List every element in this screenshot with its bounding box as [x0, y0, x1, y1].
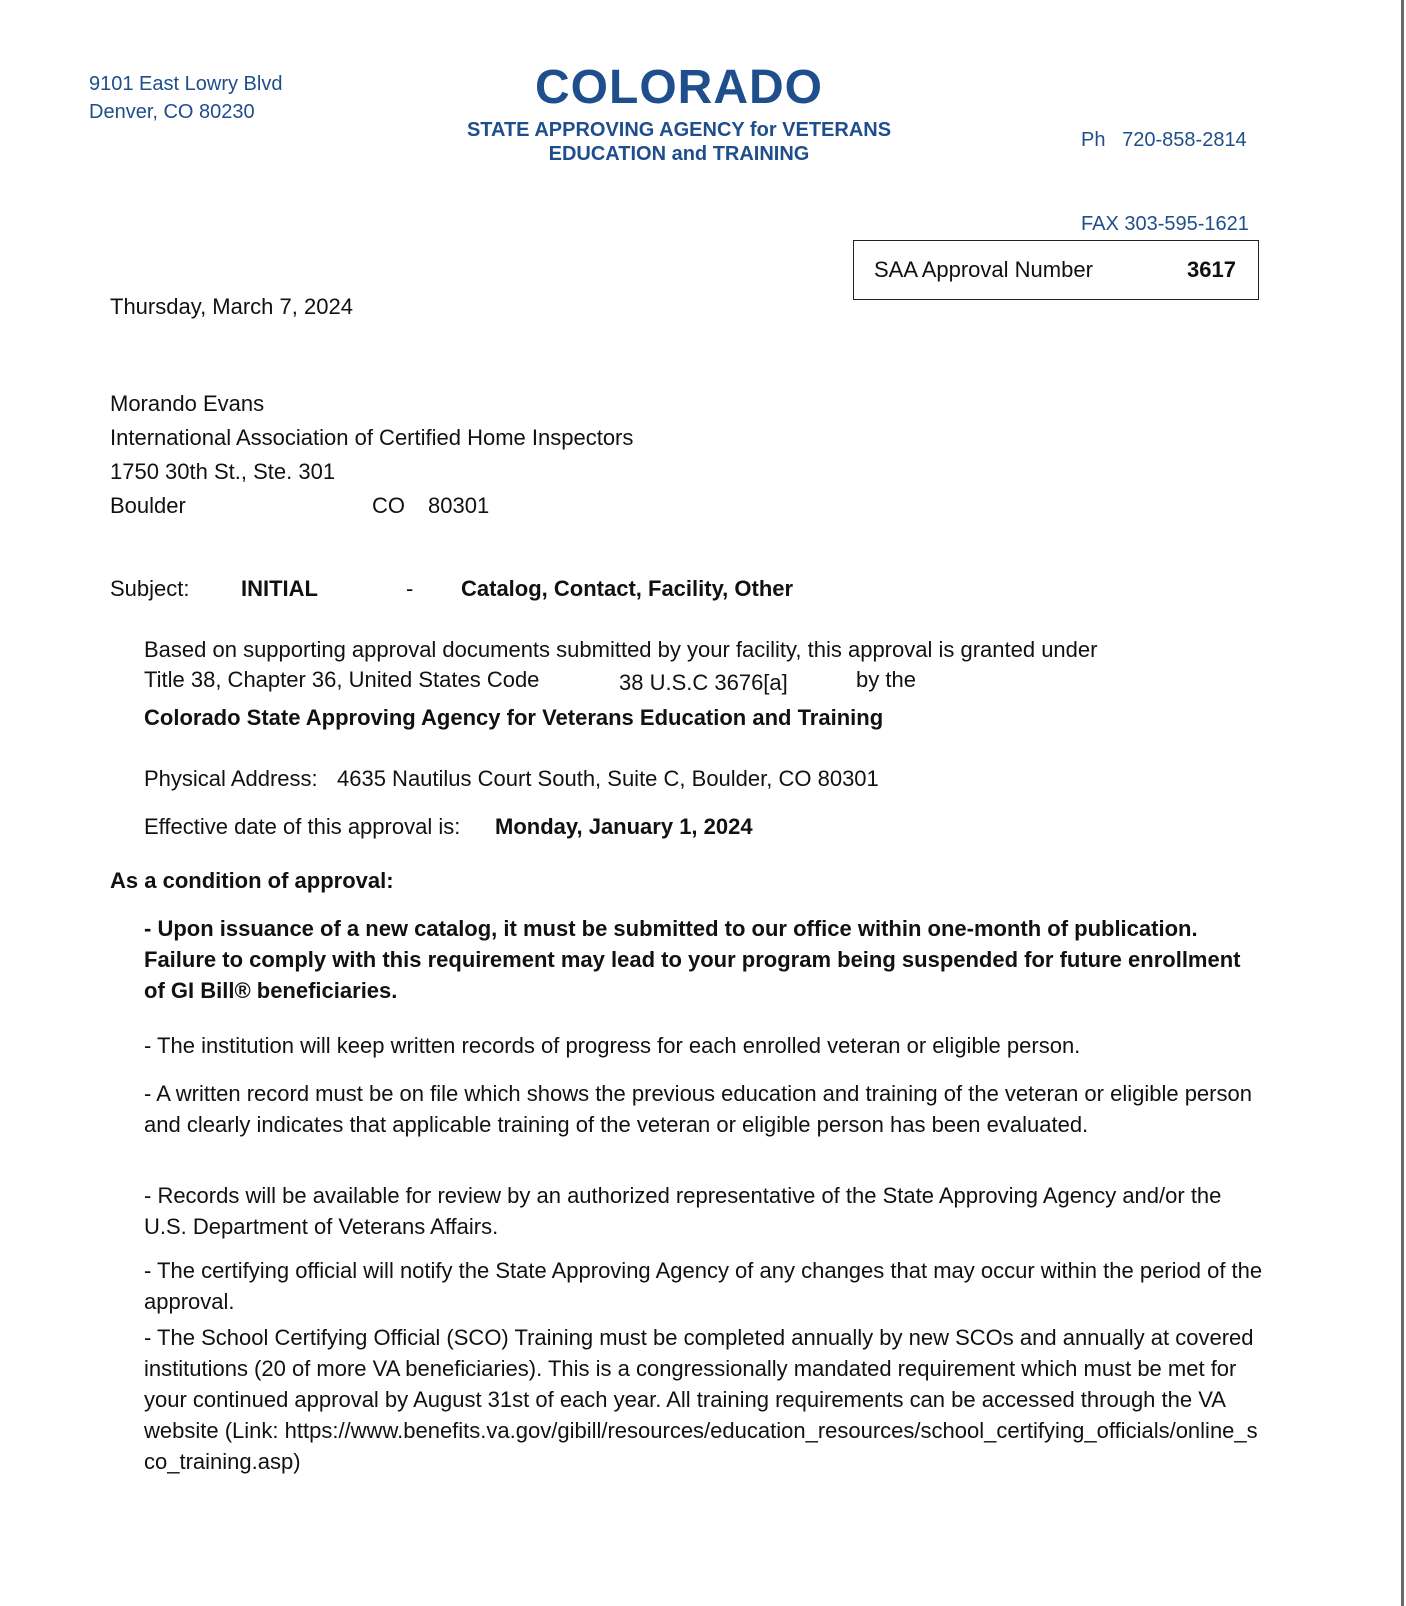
approval-intro-by-the: by the	[856, 667, 916, 692]
condition-sco-training	[144, 1322, 1264, 1477]
subject-items: Catalog, Contact, Facility, Other	[461, 576, 794, 601]
condition-catalog-requirement: - Upon issuance of a new catalog, it must be submitted to our office within one-month of publication. Failure to comply with this requirement may lead to your program being suspended for future enrollment of GI Bill® beneficiaries.	[144, 916, 1241, 1003]
effective-date-value: Monday, January 1, 2024	[495, 814, 753, 839]
effective-date-label: Effective date of this approval is:	[144, 814, 461, 839]
approval-intro-usc: 38 U.S.C 3676[a]	[619, 670, 788, 695]
physical-address-label: Physical Address:	[144, 766, 318, 791]
condition-item: - Records will be available for review by an authorized representative of the State Approving Agency and/or the U.S. Department of Veterans Affairs.	[144, 1183, 1222, 1239]
subject-dash: -	[406, 576, 414, 601]
phone-number: Ph 720-858-2814	[1081, 129, 1247, 151]
letterhead-subtitle-line-2: EDUCATION and TRAINING	[548, 143, 810, 165]
subject-type: INITIAL	[241, 576, 318, 601]
sco-training-link[interactable]: https://www.benefits.va.gov/gibill/resources/education_resources/school_certifying_officials/online_sco_training.asp)	[144, 1418, 1258, 1474]
approval-intro-line-1: Based on supporting approval documents submitted by your facility, this approval is granted under	[144, 637, 1098, 662]
recipient-city: Boulder	[110, 493, 186, 518]
recipient-city-line	[110, 489, 633, 523]
page-edge	[1401, 0, 1404, 1606]
recipient-organization: International Association of Certified Home Inspectors	[110, 425, 634, 450]
recipient-zip: 80301	[428, 493, 490, 518]
address-line-2: Denver, CO 80230	[89, 101, 255, 123]
approval-number-box	[853, 240, 1259, 300]
address-line-1: 9101 East Lowry Blvd	[89, 73, 283, 95]
sco-training-text: - The School Certifying Official (SCO) Training must be completed annually by new SCOs and annually at covered institutions (20 of more VA beneficiaries). This is a congressionally mandated requirement which must be met for your continued approval by August 31st of each year. All training requirements can be accessed through the VA website (Link:	[144, 1325, 1254, 1443]
approval-number-label: SAA Approval Number	[874, 257, 1093, 282]
approving-agency-name: Colorado State Approving Agency for Veterans Education and Training	[144, 705, 884, 730]
condition-item: - The certifying official will notify the State Approving Agency of any changes that may occur within the period of the approval.	[144, 1258, 1263, 1314]
condition-item: - A written record must be on file which shows the previous education and training of the veteran or eligible person and clearly indicates that applicable training of the veteran or eligible person has been evaluated.	[144, 1081, 1252, 1137]
letterhead-title: COLORADO	[535, 61, 823, 114]
recipient-name: Morando Evans	[110, 391, 265, 416]
agency-contact	[1081, 70, 1249, 266]
physical-address-value: 4635 Nautilus Court South, Suite C, Boulder, CO 80301	[337, 766, 879, 791]
recipient-block	[110, 387, 633, 523]
subject-label: Subject:	[110, 576, 190, 601]
condition-item: - The institution will keep written records of progress for each enrolled veteran or eligible person.	[144, 1033, 1081, 1058]
letterhead-subtitle-line-1: STATE APPROVING AGENCY for VETERANS	[466, 119, 892, 141]
recipient-street: 1750 30th St., Ste. 301	[110, 459, 336, 484]
letter-date: Thursday, March 7, 2024	[110, 294, 353, 319]
conditions-heading: As a condition of approval:	[110, 868, 394, 893]
approval-intro-title: Title 38, Chapter 36, United States Code	[144, 667, 540, 692]
recipient-state: CO	[372, 493, 405, 518]
fax-number: FAX 303-595-1621	[1081, 213, 1249, 235]
approval-number-value: 3617	[1187, 257, 1236, 282]
